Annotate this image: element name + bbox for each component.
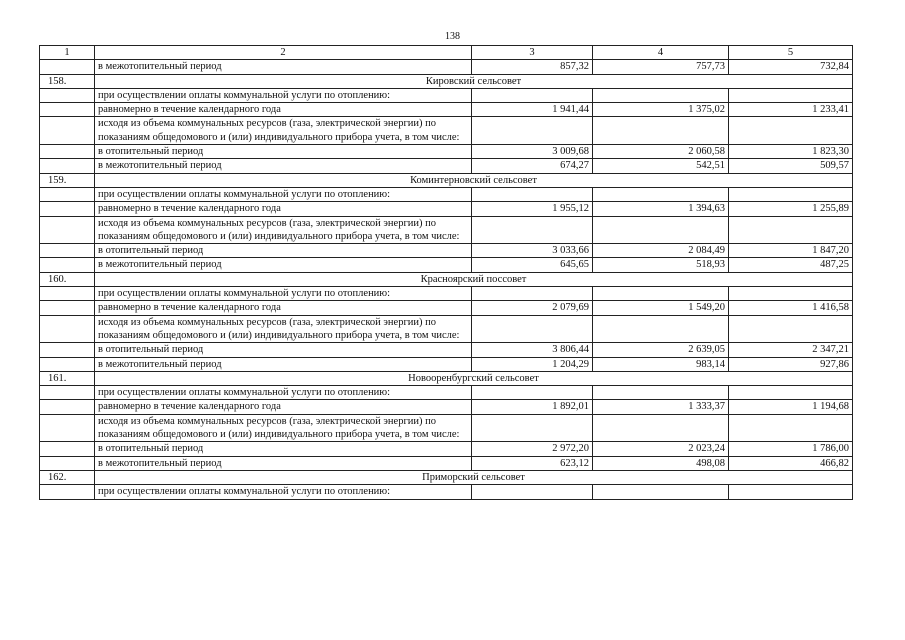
value-cell-col5 xyxy=(729,287,853,301)
section-number: 159. xyxy=(40,173,95,187)
value-cell-col3: 3 009,68 xyxy=(472,145,593,159)
value-cell-col5 xyxy=(729,117,853,145)
value-cell-col4: 757,73 xyxy=(593,60,729,74)
row-number-cell xyxy=(40,103,95,117)
row-number-cell xyxy=(40,301,95,315)
row-number-cell xyxy=(40,357,95,371)
value-cell-col3 xyxy=(472,287,593,301)
section-header-row xyxy=(40,371,853,385)
row-label-cell: при осуществлении оплаты коммунальной услуги по отоплению: xyxy=(95,287,472,301)
value-cell-col3: 2 972,20 xyxy=(472,442,593,456)
row-label-cell: в отопительный период xyxy=(95,442,472,456)
row-label-cell: при осуществлении оплаты коммунальной услуги по отоплению: xyxy=(95,88,472,102)
row-number-cell xyxy=(40,315,95,343)
row-number-cell xyxy=(40,117,95,145)
value-cell-col3 xyxy=(472,88,593,102)
section-title: Приморский сельсовет xyxy=(95,470,853,484)
row-number-cell xyxy=(40,343,95,357)
row-number-cell xyxy=(40,456,95,470)
row-number-cell xyxy=(40,287,95,301)
value-cell-col4: 1 333,37 xyxy=(593,400,729,414)
value-cell-col3: 623,12 xyxy=(472,456,593,470)
value-cell-col5: 509,57 xyxy=(729,159,853,173)
row-label-cell: в отопительный период xyxy=(95,343,472,357)
value-cell-col5 xyxy=(729,88,853,102)
value-cell-col4: 2 023,24 xyxy=(593,442,729,456)
table-row xyxy=(40,159,853,173)
value-cell-col5 xyxy=(729,187,853,201)
value-cell-col4: 2 084,49 xyxy=(593,244,729,258)
section-number: 162. xyxy=(40,470,95,484)
row-label-cell: равномерно в течение календарного года xyxy=(95,301,472,315)
value-cell-col5: 487,25 xyxy=(729,258,853,272)
header-cell: 4 xyxy=(593,46,729,60)
row-label-cell: в межотопительный период xyxy=(95,258,472,272)
table-row xyxy=(40,485,853,499)
value-cell-col3 xyxy=(472,485,593,499)
section-number: 158. xyxy=(40,74,95,88)
table-row xyxy=(40,244,853,258)
value-cell-col5: 1 823,30 xyxy=(729,145,853,159)
row-number-cell xyxy=(40,159,95,173)
value-cell-col5: 1 233,41 xyxy=(729,103,853,117)
value-cell-col5: 1 194,68 xyxy=(729,400,853,414)
table-row xyxy=(40,400,853,414)
value-cell-col5: 1 416,58 xyxy=(729,301,853,315)
value-cell-col5: 2 347,21 xyxy=(729,343,853,357)
value-cell-col4 xyxy=(593,287,729,301)
row-number-cell xyxy=(40,88,95,102)
row-label-cell: исходя из объема коммунальных ресурсов (газа, электрической энергии) по показаниям общедомового и (или) индивидуального прибора учета, в том числе: xyxy=(95,414,472,442)
row-number-cell xyxy=(40,414,95,442)
row-label-cell: при осуществлении оплаты коммунальной услуги по отоплению: xyxy=(95,485,472,499)
value-cell-col3: 674,27 xyxy=(472,159,593,173)
table-row xyxy=(40,315,853,343)
row-number-cell xyxy=(40,187,95,201)
value-cell-col4: 2 060,58 xyxy=(593,145,729,159)
row-label-cell: исходя из объема коммунальных ресурсов (газа, электрической энергии) по показаниям общедомового и (или) индивидуального прибора учета, в том числе: xyxy=(95,315,472,343)
row-label-cell: исходя из объема коммунальных ресурсов (газа, электрической энергии) по показаниям общедомового и (или) индивидуального прибора учета, в том числе: xyxy=(95,117,472,145)
value-cell-col4 xyxy=(593,315,729,343)
section-number: 161. xyxy=(40,371,95,385)
table-row xyxy=(40,258,853,272)
header-cell: 1 xyxy=(40,46,95,60)
value-cell-col4 xyxy=(593,414,729,442)
section-header-row xyxy=(40,173,853,187)
table-header-row xyxy=(40,46,853,60)
table-row xyxy=(40,442,853,456)
value-cell-col3: 645,65 xyxy=(472,258,593,272)
value-cell-col4 xyxy=(593,386,729,400)
value-cell-col3 xyxy=(472,386,593,400)
value-cell-col4: 983,14 xyxy=(593,357,729,371)
value-cell-col4 xyxy=(593,216,729,244)
value-cell-col3: 1 955,12 xyxy=(472,202,593,216)
value-cell-col5: 1 847,20 xyxy=(729,244,853,258)
section-title: Красноярский поссовет xyxy=(95,272,853,286)
value-cell-col4: 1 394,63 xyxy=(593,202,729,216)
table-row xyxy=(40,357,853,371)
section-header-row xyxy=(40,74,853,88)
table-row xyxy=(40,117,853,145)
value-cell-col3 xyxy=(472,216,593,244)
table-row xyxy=(40,343,853,357)
section-title: Коминтерновский сельсовет xyxy=(95,173,853,187)
value-cell-col4: 542,51 xyxy=(593,159,729,173)
header-cell: 3 xyxy=(472,46,593,60)
value-cell-col3 xyxy=(472,117,593,145)
row-number-cell xyxy=(40,258,95,272)
row-label-cell: равномерно в течение календарного года xyxy=(95,400,472,414)
section-header-row xyxy=(40,470,853,484)
row-number-cell xyxy=(40,485,95,499)
table-row xyxy=(40,60,853,74)
table-row xyxy=(40,202,853,216)
table-row xyxy=(40,287,853,301)
value-cell-col3 xyxy=(472,414,593,442)
value-cell-col3: 3 033,66 xyxy=(472,244,593,258)
row-label-cell: в отопительный период xyxy=(95,244,472,258)
row-number-cell xyxy=(40,442,95,456)
value-cell-col4: 2 639,05 xyxy=(593,343,729,357)
value-cell-col5: 1 786,00 xyxy=(729,442,853,456)
row-number-cell xyxy=(40,60,95,74)
table-row xyxy=(40,456,853,470)
section-title: Кировский сельсовет xyxy=(95,74,853,88)
row-label-cell: в межотопительный период xyxy=(95,60,472,74)
value-cell-col3 xyxy=(472,315,593,343)
page-number: 138 xyxy=(445,31,460,42)
value-cell-col4: 1 549,20 xyxy=(593,301,729,315)
row-number-cell xyxy=(40,202,95,216)
value-cell-col4 xyxy=(593,117,729,145)
row-label-cell: равномерно в течение календарного года xyxy=(95,103,472,117)
tariff-table xyxy=(39,45,853,500)
row-number-cell xyxy=(40,216,95,244)
row-number-cell xyxy=(40,244,95,258)
value-cell-col3: 2 079,69 xyxy=(472,301,593,315)
value-cell-col5 xyxy=(729,386,853,400)
table-row xyxy=(40,414,853,442)
table-row xyxy=(40,386,853,400)
row-label-cell: при осуществлении оплаты коммунальной услуги по отоплению: xyxy=(95,386,472,400)
value-cell-col5: 732,84 xyxy=(729,60,853,74)
row-label-cell: равномерно в течение календарного года xyxy=(95,202,472,216)
header-cell: 2 xyxy=(95,46,472,60)
value-cell-col5 xyxy=(729,485,853,499)
section-title: Новооренбургский сельсовет xyxy=(95,371,853,385)
table-row xyxy=(40,187,853,201)
value-cell-col4: 498,08 xyxy=(593,456,729,470)
section-header-row xyxy=(40,272,853,286)
value-cell-col5 xyxy=(729,414,853,442)
row-label-cell: в межотопительный период xyxy=(95,456,472,470)
table-row xyxy=(40,216,853,244)
value-cell-col5: 1 255,89 xyxy=(729,202,853,216)
header-cell: 5 xyxy=(729,46,853,60)
value-cell-col3: 1 204,29 xyxy=(472,357,593,371)
value-cell-col5: 466,82 xyxy=(729,456,853,470)
row-label-cell: в межотопительный период xyxy=(95,159,472,173)
row-number-cell xyxy=(40,386,95,400)
value-cell-col5: 927,86 xyxy=(729,357,853,371)
row-number-cell xyxy=(40,145,95,159)
value-cell-col4: 518,93 xyxy=(593,258,729,272)
row-label-cell: исходя из объема коммунальных ресурсов (газа, электрической энергии) по показаниям общедомового и (или) индивидуального прибора учета, в том числе: xyxy=(95,216,472,244)
table-row xyxy=(40,145,853,159)
table-row xyxy=(40,88,853,102)
row-label-cell: в отопительный период xyxy=(95,145,472,159)
row-label-cell: в межотопительный период xyxy=(95,357,472,371)
row-label-cell: при осуществлении оплаты коммунальной услуги по отоплению: xyxy=(95,187,472,201)
value-cell-col3: 3 806,44 xyxy=(472,343,593,357)
table-row xyxy=(40,301,853,315)
value-cell-col4 xyxy=(593,88,729,102)
section-number: 160. xyxy=(40,272,95,286)
value-cell-col4 xyxy=(593,187,729,201)
row-number-cell xyxy=(40,400,95,414)
value-cell-col5 xyxy=(729,216,853,244)
value-cell-col3: 1 892,01 xyxy=(472,400,593,414)
value-cell-col3: 857,32 xyxy=(472,60,593,74)
table-row xyxy=(40,103,853,117)
value-cell-col3 xyxy=(472,187,593,201)
value-cell-col3: 1 941,44 xyxy=(472,103,593,117)
value-cell-col4: 1 375,02 xyxy=(593,103,729,117)
value-cell-col4 xyxy=(593,485,729,499)
value-cell-col5 xyxy=(729,315,853,343)
